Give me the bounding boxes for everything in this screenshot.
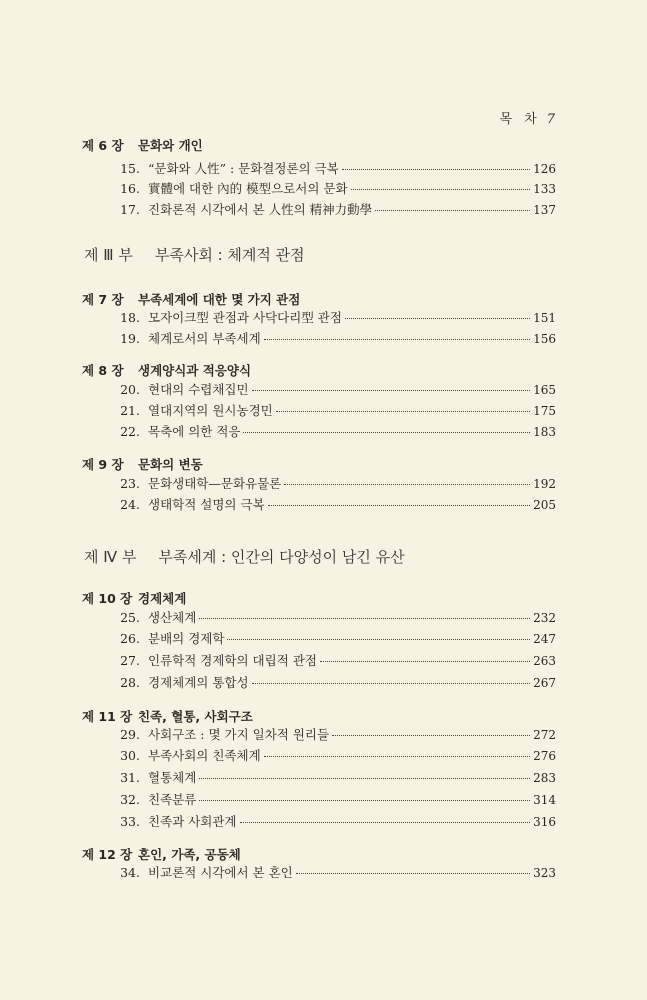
chapter-heading <box>82 361 251 379</box>
toc-entry[interactable] <box>108 308 556 328</box>
toc-entry[interactable] <box>108 495 556 515</box>
entry-page: 156 <box>533 332 556 346</box>
entry-title: 문화생태학—문화유물론 <box>148 476 282 491</box>
entry-number: 16. <box>120 181 140 196</box>
entry-title: 친족분류 <box>148 792 197 807</box>
toc-entry[interactable] <box>108 401 556 421</box>
chapter-label: 제 9 장 <box>82 457 124 472</box>
running-head <box>499 108 555 127</box>
chapter-title: 친족, 혈통, 사회구조 <box>138 709 253 724</box>
toc-entry[interactable] <box>108 629 556 649</box>
entry-number: 19. <box>120 331 140 346</box>
dot-leader <box>227 639 530 640</box>
chapter-label: 제 6 장 <box>82 138 124 153</box>
entry-title: 친족과 사회관계 <box>148 814 237 829</box>
chapter-label: 제 11 장 <box>82 709 133 724</box>
part-label: 제 Ⅲ 부 <box>84 246 133 264</box>
running-head-title: 목 차 <box>499 112 541 127</box>
toc-entry[interactable] <box>108 422 556 442</box>
entry-page: 165 <box>533 383 556 397</box>
entry-number: 15. <box>120 161 140 176</box>
dot-leader <box>252 683 531 684</box>
entry-number: 25. <box>120 610 140 625</box>
toc-entry[interactable] <box>108 474 556 494</box>
part-title: 부족사회 : 체계적 관점 <box>154 246 305 264</box>
part-heading <box>84 546 405 567</box>
dot-leader <box>296 873 530 874</box>
dot-leader <box>264 756 530 757</box>
entry-title: 부족사회의 친족체계 <box>148 748 261 763</box>
chapter-heading <box>82 589 186 607</box>
entry-page: 232 <box>533 611 556 625</box>
toc-entry[interactable] <box>108 863 556 883</box>
dot-leader <box>351 189 531 190</box>
toc-entry[interactable] <box>108 812 556 832</box>
entry-title: 체계로서의 부족세계 <box>148 331 261 346</box>
entry-page: 316 <box>533 815 556 829</box>
entry-title: 현대의 수렵채집민 <box>148 382 249 397</box>
part-title: 부족세계 : 인간의 다양성이 남긴 유산 <box>158 548 405 566</box>
entry-number: 21. <box>120 403 140 418</box>
entry-page: 247 <box>533 632 556 646</box>
dot-leader <box>375 210 530 211</box>
dot-leader <box>252 390 531 391</box>
entry-page: 323 <box>533 866 556 880</box>
entry-page: 205 <box>533 498 556 512</box>
entry-page: 276 <box>533 749 556 763</box>
chapter-heading <box>82 455 203 473</box>
chapter-label: 제 12 장 <box>82 847 133 862</box>
entry-title: 혈통체계 <box>148 770 197 785</box>
part-heading <box>84 244 305 265</box>
chapter-title: 혼인, 가족, 공동체 <box>138 847 241 862</box>
dot-leader <box>240 822 531 823</box>
entry-title: 사회구조 : 몇 가지 일차적 원리들 <box>148 727 330 742</box>
dot-leader <box>268 505 530 506</box>
entry-page: 175 <box>533 404 556 418</box>
chapter-heading <box>82 290 300 308</box>
entry-title: 모자이크型 관점과 사닥다리型 관점 <box>148 310 342 325</box>
entry-page: 126 <box>533 162 556 176</box>
toc-entry[interactable] <box>108 725 556 745</box>
entry-title: 경제체계의 통합성 <box>148 675 249 690</box>
dot-leader <box>345 318 530 319</box>
entry-number: 26. <box>120 631 140 646</box>
toc-entry[interactable] <box>108 179 556 199</box>
chapter-label: 제 10 장 <box>82 591 133 606</box>
dot-leader <box>320 661 530 662</box>
chapter-heading <box>82 136 203 154</box>
toc-entry[interactable] <box>108 651 556 671</box>
chapter-title: 생계양식과 적응양식 <box>138 363 252 378</box>
entry-title: 비교론적 시각에서 본 혼인 <box>148 865 293 880</box>
entry-title: 實體에 대한 內的 模型으로서의 문화 <box>148 181 348 196</box>
chapter-label: 제 7 장 <box>82 292 124 307</box>
entry-page: 314 <box>533 793 556 807</box>
entry-number: 30. <box>120 748 140 763</box>
dot-leader <box>199 618 530 619</box>
dot-leader <box>264 339 530 340</box>
toc-entry[interactable] <box>108 380 556 400</box>
dot-leader <box>276 411 530 412</box>
dot-leader <box>199 778 530 779</box>
entry-page: 192 <box>533 477 556 491</box>
dot-leader <box>332 735 530 736</box>
chapter-title: 경제체계 <box>138 591 187 606</box>
chapter-label: 제 8 장 <box>82 363 124 378</box>
entry-number: 22. <box>120 424 140 439</box>
toc-entry[interactable] <box>108 746 556 766</box>
part-label: 제 Ⅳ 부 <box>84 548 137 566</box>
entry-number: 27. <box>120 653 140 668</box>
entry-number: 33. <box>120 814 140 829</box>
dot-leader <box>284 484 530 485</box>
entry-number: 17. <box>120 202 140 217</box>
entry-title: 진화론적 시각에서 본 人性의 精神力動學 <box>148 202 373 217</box>
entry-title: “문화와 人性” : 문화결정론의 극복 <box>148 161 339 176</box>
entry-number: 28. <box>120 675 140 690</box>
chapter-heading <box>82 707 253 725</box>
entry-title: 열대지역의 원시농경민 <box>148 403 273 418</box>
entry-title: 생태학적 설명의 극복 <box>148 497 265 512</box>
chapter-title: 문화의 변동 <box>138 457 203 472</box>
entry-number: 32. <box>120 792 140 807</box>
entry-page: 183 <box>533 425 556 439</box>
entry-number: 18. <box>120 310 140 325</box>
toc-entry[interactable] <box>108 200 556 220</box>
entry-page: 151 <box>533 311 556 325</box>
entry-page: 133 <box>533 182 556 196</box>
toc-entry[interactable] <box>108 673 556 693</box>
entry-page: 137 <box>533 203 556 217</box>
entry-page: 272 <box>533 728 556 742</box>
entry-number: 29. <box>120 727 140 742</box>
toc-entry[interactable] <box>108 329 556 349</box>
dot-leader <box>342 169 530 170</box>
entry-title: 인류학적 경제학의 대립적 관점 <box>148 653 317 668</box>
entry-number: 31. <box>120 770 140 785</box>
toc-entry[interactable] <box>108 159 556 179</box>
entry-title: 목축에 의한 적응 <box>148 424 241 439</box>
toc-entry[interactable] <box>108 608 556 628</box>
entry-title: 분배의 경제학 <box>148 631 225 646</box>
entry-title: 생산체계 <box>148 610 197 625</box>
chapter-title: 부족세계에 대한 몇 가지 관점 <box>138 292 301 307</box>
toc-entry[interactable] <box>108 790 556 810</box>
entry-number: 23. <box>120 476 140 491</box>
chapter-title: 문화와 개인 <box>138 138 203 153</box>
dot-leader <box>243 432 530 433</box>
page-number: 7 <box>546 112 555 127</box>
entry-number: 20. <box>120 382 140 397</box>
entry-page: 267 <box>533 676 556 690</box>
entry-number: 34. <box>120 865 140 880</box>
dot-leader <box>199 800 530 801</box>
chapter-heading <box>82 845 241 863</box>
entry-page: 263 <box>533 654 556 668</box>
entry-page: 283 <box>533 771 556 785</box>
entry-number: 24. <box>120 497 140 512</box>
toc-entry[interactable] <box>108 768 556 788</box>
